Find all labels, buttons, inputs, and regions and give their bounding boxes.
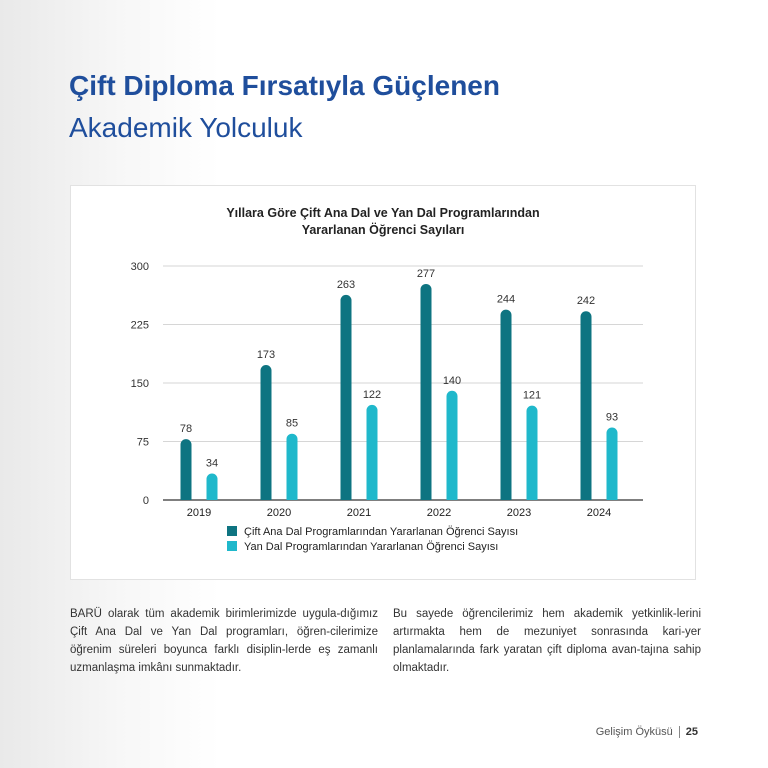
data-label: 85	[285, 417, 299, 430]
y-tick-label: 300	[130, 261, 149, 273]
data-label: 121	[522, 389, 542, 402]
legend-swatch	[227, 541, 237, 551]
chart-plot-area	[131, 261, 643, 519]
data-label: 244	[496, 293, 516, 306]
body-paragraph-left: BARÜ olarak tüm akademik birimlerimizde uygula-dığımız Çift Ana Dal ve Yan Dal programları, öğren-cilerimize öğrenim süreleri boyunca farklı disiplin-lerde eş zamanlı uzmanlaşma imkânı sunmaktadır.	[70, 608, 378, 674]
bar-chart	[71, 186, 695, 579]
data-label: 263	[336, 278, 356, 291]
data-label: 78	[179, 423, 193, 436]
y-tick-label: 150	[130, 378, 149, 390]
data-label: 122	[362, 388, 382, 401]
chart-legend	[227, 526, 518, 553]
bar-yan-dal	[607, 427, 618, 500]
bar-cift-ana-dal	[421, 284, 432, 500]
bar-cift-ana-dal	[581, 311, 592, 500]
bar-yan-dal	[527, 406, 538, 500]
data-label: 140	[442, 374, 462, 387]
legend-label: Yan Dal Programlarından Yararlanan Öğrenci Sayısı	[244, 541, 499, 553]
x-tick-label: 2021	[346, 507, 372, 519]
bar-yan-dal	[287, 434, 298, 500]
bar-yan-dal	[367, 405, 378, 500]
x-tick-label: 2019	[186, 507, 212, 519]
bar-cift-ana-dal	[181, 439, 192, 500]
legend-label: Çift Ana Dal Programlarından Yararlanan Öğrenci Sayısı	[244, 526, 519, 538]
y-tick-label: 75	[136, 436, 149, 449]
bar-cift-ana-dal	[341, 295, 352, 500]
heading-line-1: Çift Diploma Fırsatıyla Güçlenen	[69, 70, 500, 101]
x-tick-label: 2020	[266, 507, 292, 519]
legend-swatch	[227, 526, 237, 536]
chart-title-line-1: Yıllara Göre Çift Ana Dal ve Yan Dal Programlarından	[226, 206, 540, 220]
heading-line-2: Akademik Yolculuk	[69, 112, 303, 143]
page-footer	[596, 726, 698, 738]
x-tick-label: 2022	[426, 507, 452, 519]
footer-separator	[679, 726, 680, 738]
y-tick-label: 225	[130, 319, 149, 332]
data-label: 93	[605, 411, 619, 424]
bar-yan-dal	[207, 473, 218, 500]
x-tick-label: 2023	[506, 507, 532, 519]
chart-panel	[70, 185, 696, 580]
data-label: 34	[205, 457, 219, 470]
chart-title-line-2: Yararlanan Öğrenci Sayıları	[301, 223, 465, 237]
data-label: 242	[576, 295, 596, 308]
data-label: 173	[256, 349, 276, 362]
y-tick-label: 0	[142, 495, 149, 507]
page-number: 25	[685, 726, 698, 738]
footer-section-title: Gelişim Öyküsü	[595, 726, 673, 738]
bar-cift-ana-dal	[261, 365, 272, 500]
bar-yan-dal	[447, 391, 458, 500]
x-tick-label: 2024	[586, 507, 612, 519]
page-heading	[69, 64, 500, 148]
body-paragraph-right: Bu sayede öğrencilerimiz hem akademik yetkinlik-lerini artırmakta hem de mezuniyet sonrasında kari-yer planlamalarında fark yaratan çift diploma avan-tajına sahip olmaktadır.	[393, 608, 701, 674]
bar-cift-ana-dal	[501, 310, 512, 500]
data-label: 277	[416, 267, 436, 280]
